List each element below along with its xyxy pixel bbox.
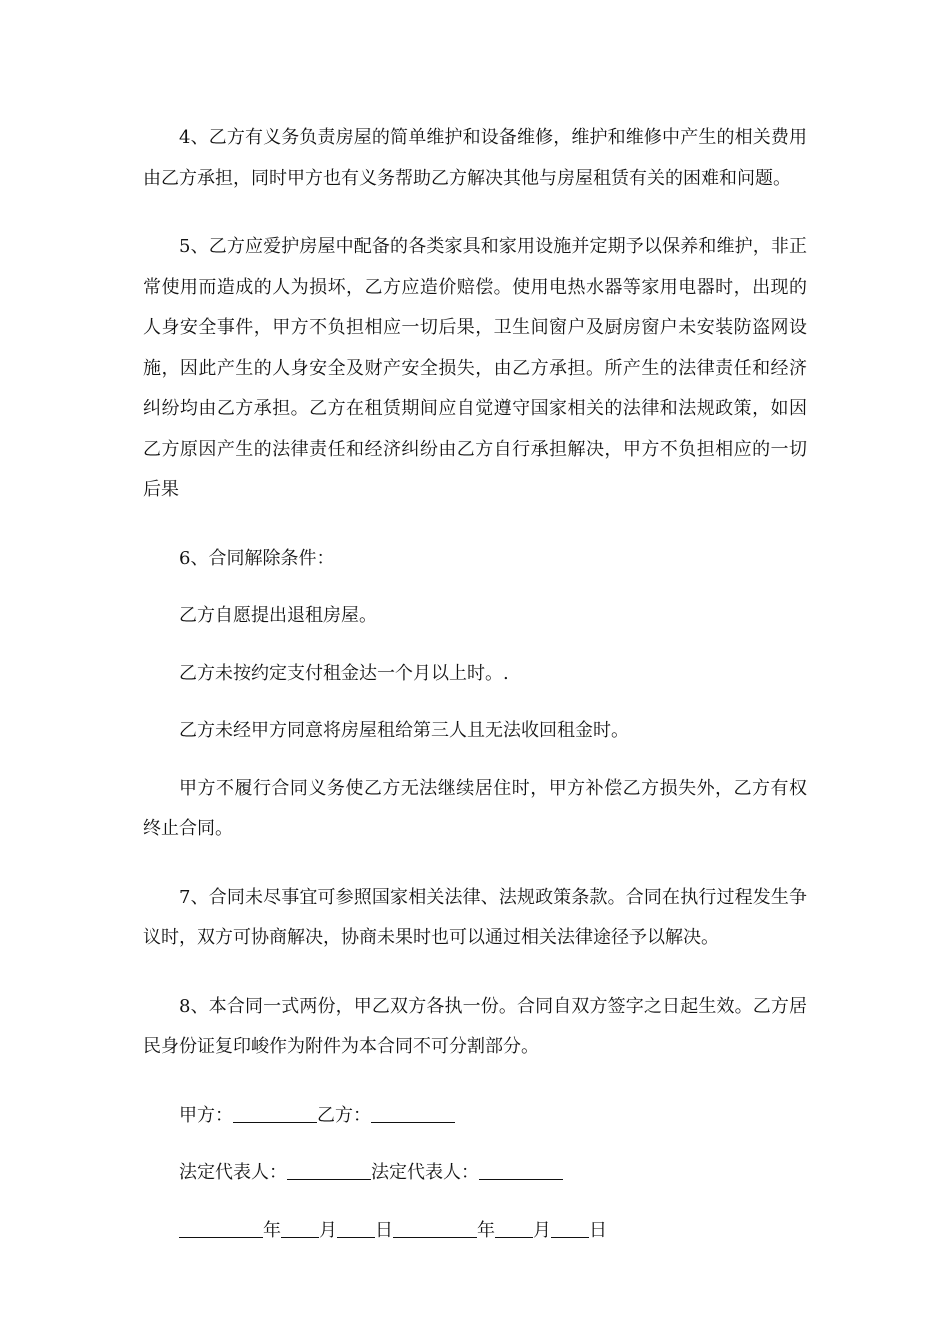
party-a-label: 甲方：	[179, 1104, 233, 1126]
rep-a-label: 法定代表人：	[179, 1162, 287, 1183]
party-b-label: 乙方：	[317, 1104, 371, 1126]
date-a-month-blank[interactable]	[281, 1219, 319, 1238]
date-a-month-label: 月	[319, 1219, 337, 1241]
rep-b-label: 法定代表人：	[371, 1162, 479, 1183]
date-a-day-label: 日	[375, 1219, 393, 1241]
clause-4: 4、乙方有义务负责房屋的简单维护和设备维修，维护和维修中产生的相关费用由乙方承担，同时甲方也有义务帮助乙方解决其他与房屋租赁有关的困难和问题。	[143, 127, 807, 189]
date-b-year-blank[interactable]	[393, 1219, 477, 1238]
clause-7: 7、合同未尽事宜可参照国家相关法律、法规政策条款。合同在执行过程发生争议时，双方可协商解决，协商未果时也可以通过相关法律途径予以解决。	[143, 886, 807, 948]
clause-6-item-3: 乙方未经甲方同意将房屋租给第三人且无法收回租金时。	[179, 720, 629, 741]
clause-5: 5、乙方应爱护房屋中配备的各类家具和家用设施并定期予以保养和维护，非正常使用而造成的人为损坏，乙方应造价赔偿。使用电热水器等家用电器时，出现的人身安全事件，甲方不负担相应一切后果，卫生间窗户及厨房窗户未安装防盗网设施，因此产生的人身安全及财产安全损失，由乙方承担。所产生的法律责任和经济纠纷均由乙方承担。乙方在租赁期间应自觉遵守国家相关的法律和法规政策，如因乙方原因产生的法律责任和经济纠纷由乙方自行承担解决，甲方不负担相应的一切后果	[143, 236, 807, 500]
clause-6-heading: 6、合同解除条件：	[179, 547, 335, 569]
signature-date-line	[143, 1211, 807, 1252]
party-b-signature-blank[interactable]	[371, 1104, 455, 1123]
date-b-year-label: 年	[477, 1219, 495, 1241]
party-a-signature-blank[interactable]	[233, 1104, 317, 1123]
clause-6-item-4: 甲方不履行合同义务使乙方无法继续居住时，甲方补偿乙方损失外，乙方有权终止合同。	[143, 777, 807, 839]
date-b-day-label: 日	[589, 1219, 607, 1241]
clause-8: 8、本合同一式两份，甲乙双方各执一份。合同自双方签字之日起生效。乙方居民身份证复印峻作为附件为本合同不可分割部分。	[143, 995, 807, 1057]
date-a-year-label: 年	[263, 1219, 281, 1241]
rep-a-signature-blank[interactable]	[287, 1161, 371, 1180]
date-b-month-blank[interactable]	[495, 1219, 533, 1238]
date-a-day-blank[interactable]	[337, 1219, 375, 1238]
signature-representatives-line	[143, 1153, 807, 1194]
clause-6-item-1: 乙方自愿提出退租房屋。	[179, 605, 377, 626]
contract-body	[143, 118, 807, 1268]
signature-parties-line	[143, 1096, 807, 1137]
date-b-month-label: 月	[533, 1219, 551, 1241]
date-b-day-blank[interactable]	[551, 1219, 589, 1238]
date-a-year-blank[interactable]	[179, 1219, 263, 1238]
clause-6-item-2: 乙方未按约定支付租金达一个月以上时。.	[179, 662, 509, 684]
rep-b-signature-blank[interactable]	[479, 1161, 563, 1180]
